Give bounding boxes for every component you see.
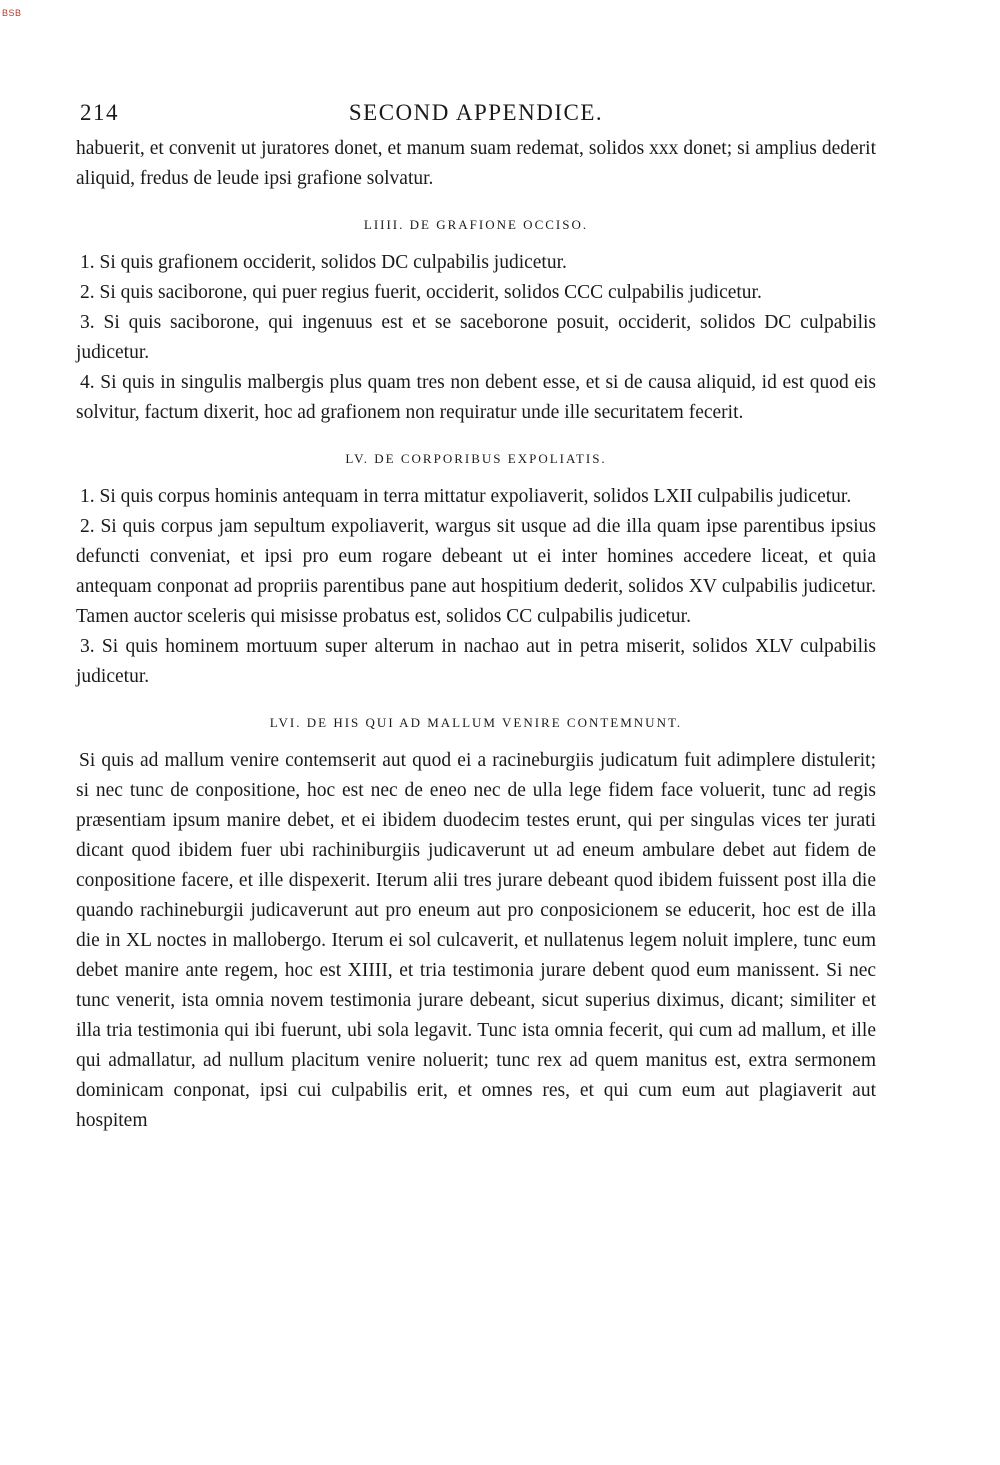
page-number: 214 — [80, 100, 119, 125]
paragraph: 1. Si quis corpus hominis antequam in terra mittatur expoliaverit, solidos LXII culpabilis judicetur. — [80, 486, 852, 507]
paragraph: 3. Si quis hominem mortuum super alterum in nachao aut in petra miserit, solidos XLV culpabilis judicetur. — [76, 636, 876, 687]
section-54 — [76, 216, 876, 428]
running-header — [76, 100, 876, 134]
running-title: SECOND APPENDICE. — [348, 100, 604, 125]
paragraph: Si quis ad mallum venire contemserit aut quod ei a racineburgiis judicatum fuit adimplere distulerit; si nec tunc de conpositione, hoc est nec de eneo nec de ulla lege fidem face voluerit, tunc ad regis præsentiam ipsum manire debet, et ei ibidem duodecim testes erunt, qui per singulas vices ter jurati dicant quod ibidem fuer ubi rachiniburgiis judicaverunt ut ad eneum ambulare debet aut fidem de conpositione facere, et ille dispexerit. Iterum alii tres jurare debeant quod ibidem fuissent post illa die quando rachineburgii judicaverunt aut pro eneum aut pro conposicionem se educerit, hoc est de illa die in XL noctes in mallobergo. Iterum ei sol culcaverit, et nullatenus legem noluit implere, tunc eum debet manire ante regem, hoc est XIIII, et tria testimonia jurare debent quod eum manissent. Si nec tunc venerit, ista omnia novem testimonia jurare debeant, sicut superius diximus, dicant; similiter et illa tria testimonia qui ibi fuerunt, ubi sola legavit. Tunc ista omnia fecerit, qui cum ad mallum, et ille qui admallatur, ad nullum placitum venire noluerit; tunc rex ad quem manitus est, extra sermonem dominicam conponat, ipsi cui culpabilis erit, et omnes res, et qui cum eum aut plagiaverit aut hospitem — [76, 750, 876, 1131]
library-stamp: BSB — [2, 8, 22, 18]
body-text — [76, 134, 876, 1136]
document-page — [76, 100, 876, 1136]
paragraph: 4. Si quis in singulis malbergis plus quam tres non debent esse, et si de causa aliquid, id est quod eis solvitur, factum dixerit, hoc ad grafionem non requiratur unde ille securitatem fecerit. — [76, 372, 876, 423]
section-heading: LIIII. DE GRAFIONE OCCISO. — [363, 217, 589, 232]
section-55 — [76, 450, 876, 692]
paragraph: 2. Si quis saciborone, qui puer regius fuerit, occiderit, solidos CCC culpabilis judicetur. — [80, 282, 762, 303]
paragraph: 3. Si quis saciborone, qui ingenuus est et se saceborone posuit, occiderit, solidos DC culpabilis judicetur. — [76, 312, 876, 363]
section-56 — [76, 714, 876, 1136]
section-heading: LV. DE CORPORIBUS EXPOLIATIS. — [345, 451, 607, 466]
section-heading: LVI. DE HIS QUI AD MALLUM VENIRE CONTEMNUNT. — [269, 715, 683, 730]
continuation-paragraph: habuerit, et convenit ut juratores donet, et manum suam redemat, solidos xxx donet; si amplius dederit aliquid, fredus de leude ipsi grafione solvatur. — [76, 138, 876, 189]
paragraph: 2. Si quis corpus jam sepultum expoliaverit, wargus sit usque ad die illa quam ipse parentibus ipsius defuncti conveniat, et ipsi pro eum rogare debeant ut ei inter homines accedere liceat, et quia antequam conponat ad propriis parentibus pane aut hospitium dederit, solidos XV culpabilis judicetur. Tamen auctor sceleris qui misisse probatus est, solidos CC culpabilis judicetur. — [76, 516, 876, 627]
paragraph: 1. Si quis grafionem occiderit, solidos DC culpabilis judicetur. — [80, 252, 567, 273]
